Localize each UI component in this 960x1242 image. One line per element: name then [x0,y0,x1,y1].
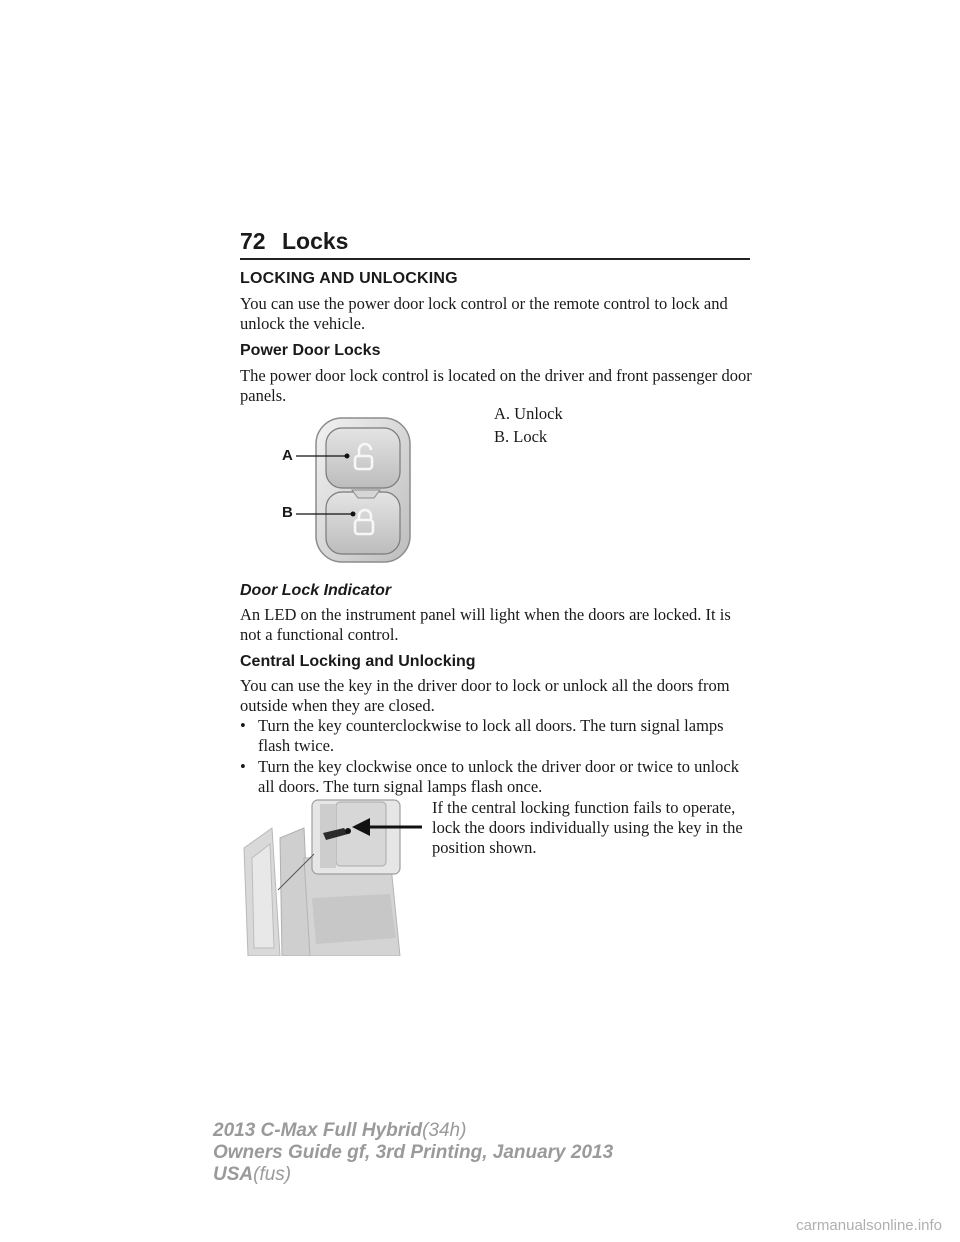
power-door-locks-heading: Power Door Locks [240,342,381,359]
header-rule [240,258,750,260]
door-lock-indicator-paragraph: An LED on the instrument panel will light when the doors are locked. It is not a functional control. [240,605,731,644]
bullet-symbol: • [240,757,246,776]
door-lock-indicator-heading: Door Lock Indicator [240,582,392,599]
bullet-text: Turn the key counterclockwise to lock all doors. The turn signal lamps flash twice. [258,716,724,755]
callout-a: A [282,447,293,464]
footer-model: 2013 C-Max Full Hybrid [213,1120,423,1141]
central-locking-heading: Central Locking and Unlocking [240,653,476,670]
page-number: 72 [240,228,266,254]
footer-market-code: (fus) [253,1164,292,1185]
intro-paragraph: You can use the power door lock control or the remote control to lock and unlock the vehicle. [240,294,728,333]
page-title: Locks [282,228,349,254]
callout-b: B [282,504,293,521]
footer-line-2: Owners Guide gf, 3rd Printing, January 2013 [213,1142,614,1163]
footer-model-code: (34h) [422,1120,467,1141]
lock-button-shape [326,492,400,554]
power-door-locks-paragraph: The power door lock control is located on the driver and front passenger door panels. [240,366,752,405]
section-heading: LOCKING AND UNLOCKING [240,270,458,287]
door-key-cylinder-figure [240,798,422,956]
key-position-note: If the central locking function fails to operate, lock the doors individually using the key in the position shown. [432,798,743,857]
footer-market: USA [213,1164,254,1185]
bullet-text: Turn the key clockwise once to unlock the driver door or twice to unlock all doors. The turn signal lamps flash once. [258,757,739,796]
footer-line-1 [213,1120,466,1142]
door-lock-switch-figure [270,412,430,572]
watermark: carmanualsonline.info [796,1217,942,1234]
central-locking-paragraph: You can use the key in the driver door to lock or unlock all the doors from outside when they are closed. [240,676,730,715]
legend-unlock: A. Unlock [494,404,563,423]
unlock-button-shape [326,428,400,488]
footer-line-3 [213,1164,291,1186]
legend-lock: B. Lock [494,427,548,446]
bullet-symbol: • [240,716,246,735]
